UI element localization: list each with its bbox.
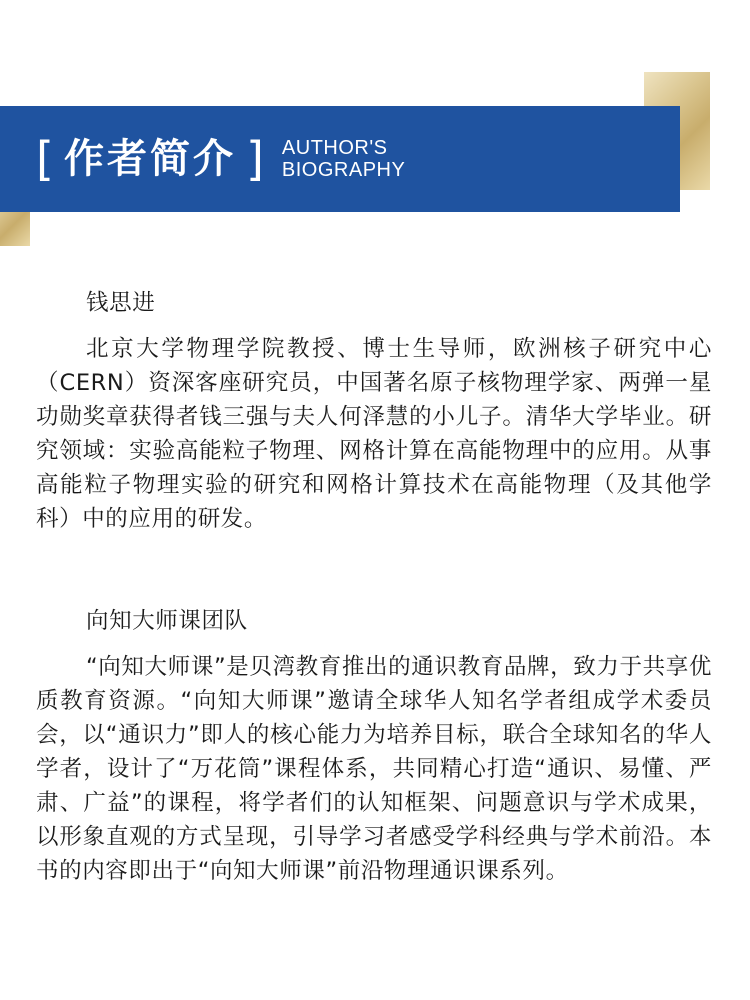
bracket-open: [: [36, 132, 54, 186]
english-subtitle-line1: AUTHOR'S: [281, 137, 388, 159]
english-subtitle-line2: BIOGRAPHY: [281, 159, 406, 181]
author-bio: 北京大学物理学院教授、博士生导师，欧洲核子研究中心（CERN）资深客座研究员，中国著名原子核物理学家、两弹一星功勋奖章获得者钱三强与夫人何泽慧的小儿子。清华大学毕业。研究领域：实验高能粒子物理、网格计算在高能物理中的应用。从事高能粒子物理实验的研究和网格计算技术在高能物理（及其他学科）中的应用的研发。: [36, 336, 712, 532]
page-title: 作者简介: [63, 136, 236, 182]
author-name: 钱思进: [86, 290, 156, 316]
english-subtitle: [282, 137, 405, 181]
bracket-close: ]: [245, 132, 264, 186]
section-gap: [36, 536, 712, 604]
biography-content: [36, 286, 712, 888]
team-name: 向知大师课团队: [86, 608, 248, 634]
team-bio: “向知大师课”是贝湾教育推出的通识教育品牌，致力于共享优质教育资源。“向知大师课”邀请全球华人知名学者组成学术委员会，以“通识力”即人的核心能力为培养目标，联合全球知名的华人学者，设计了“万花筒”课程体系，共同精心打造“通识、易懂、严肃、广益”的课程，将学者们的认知框架、问题意识与学术成果，以形象直观的方式呈现，引导学习者感受学科经典与学术前沿。本书的内容即出于“向知大师课”前沿物理通识课系列。: [36, 654, 712, 884]
header-banner: [0, 106, 680, 212]
